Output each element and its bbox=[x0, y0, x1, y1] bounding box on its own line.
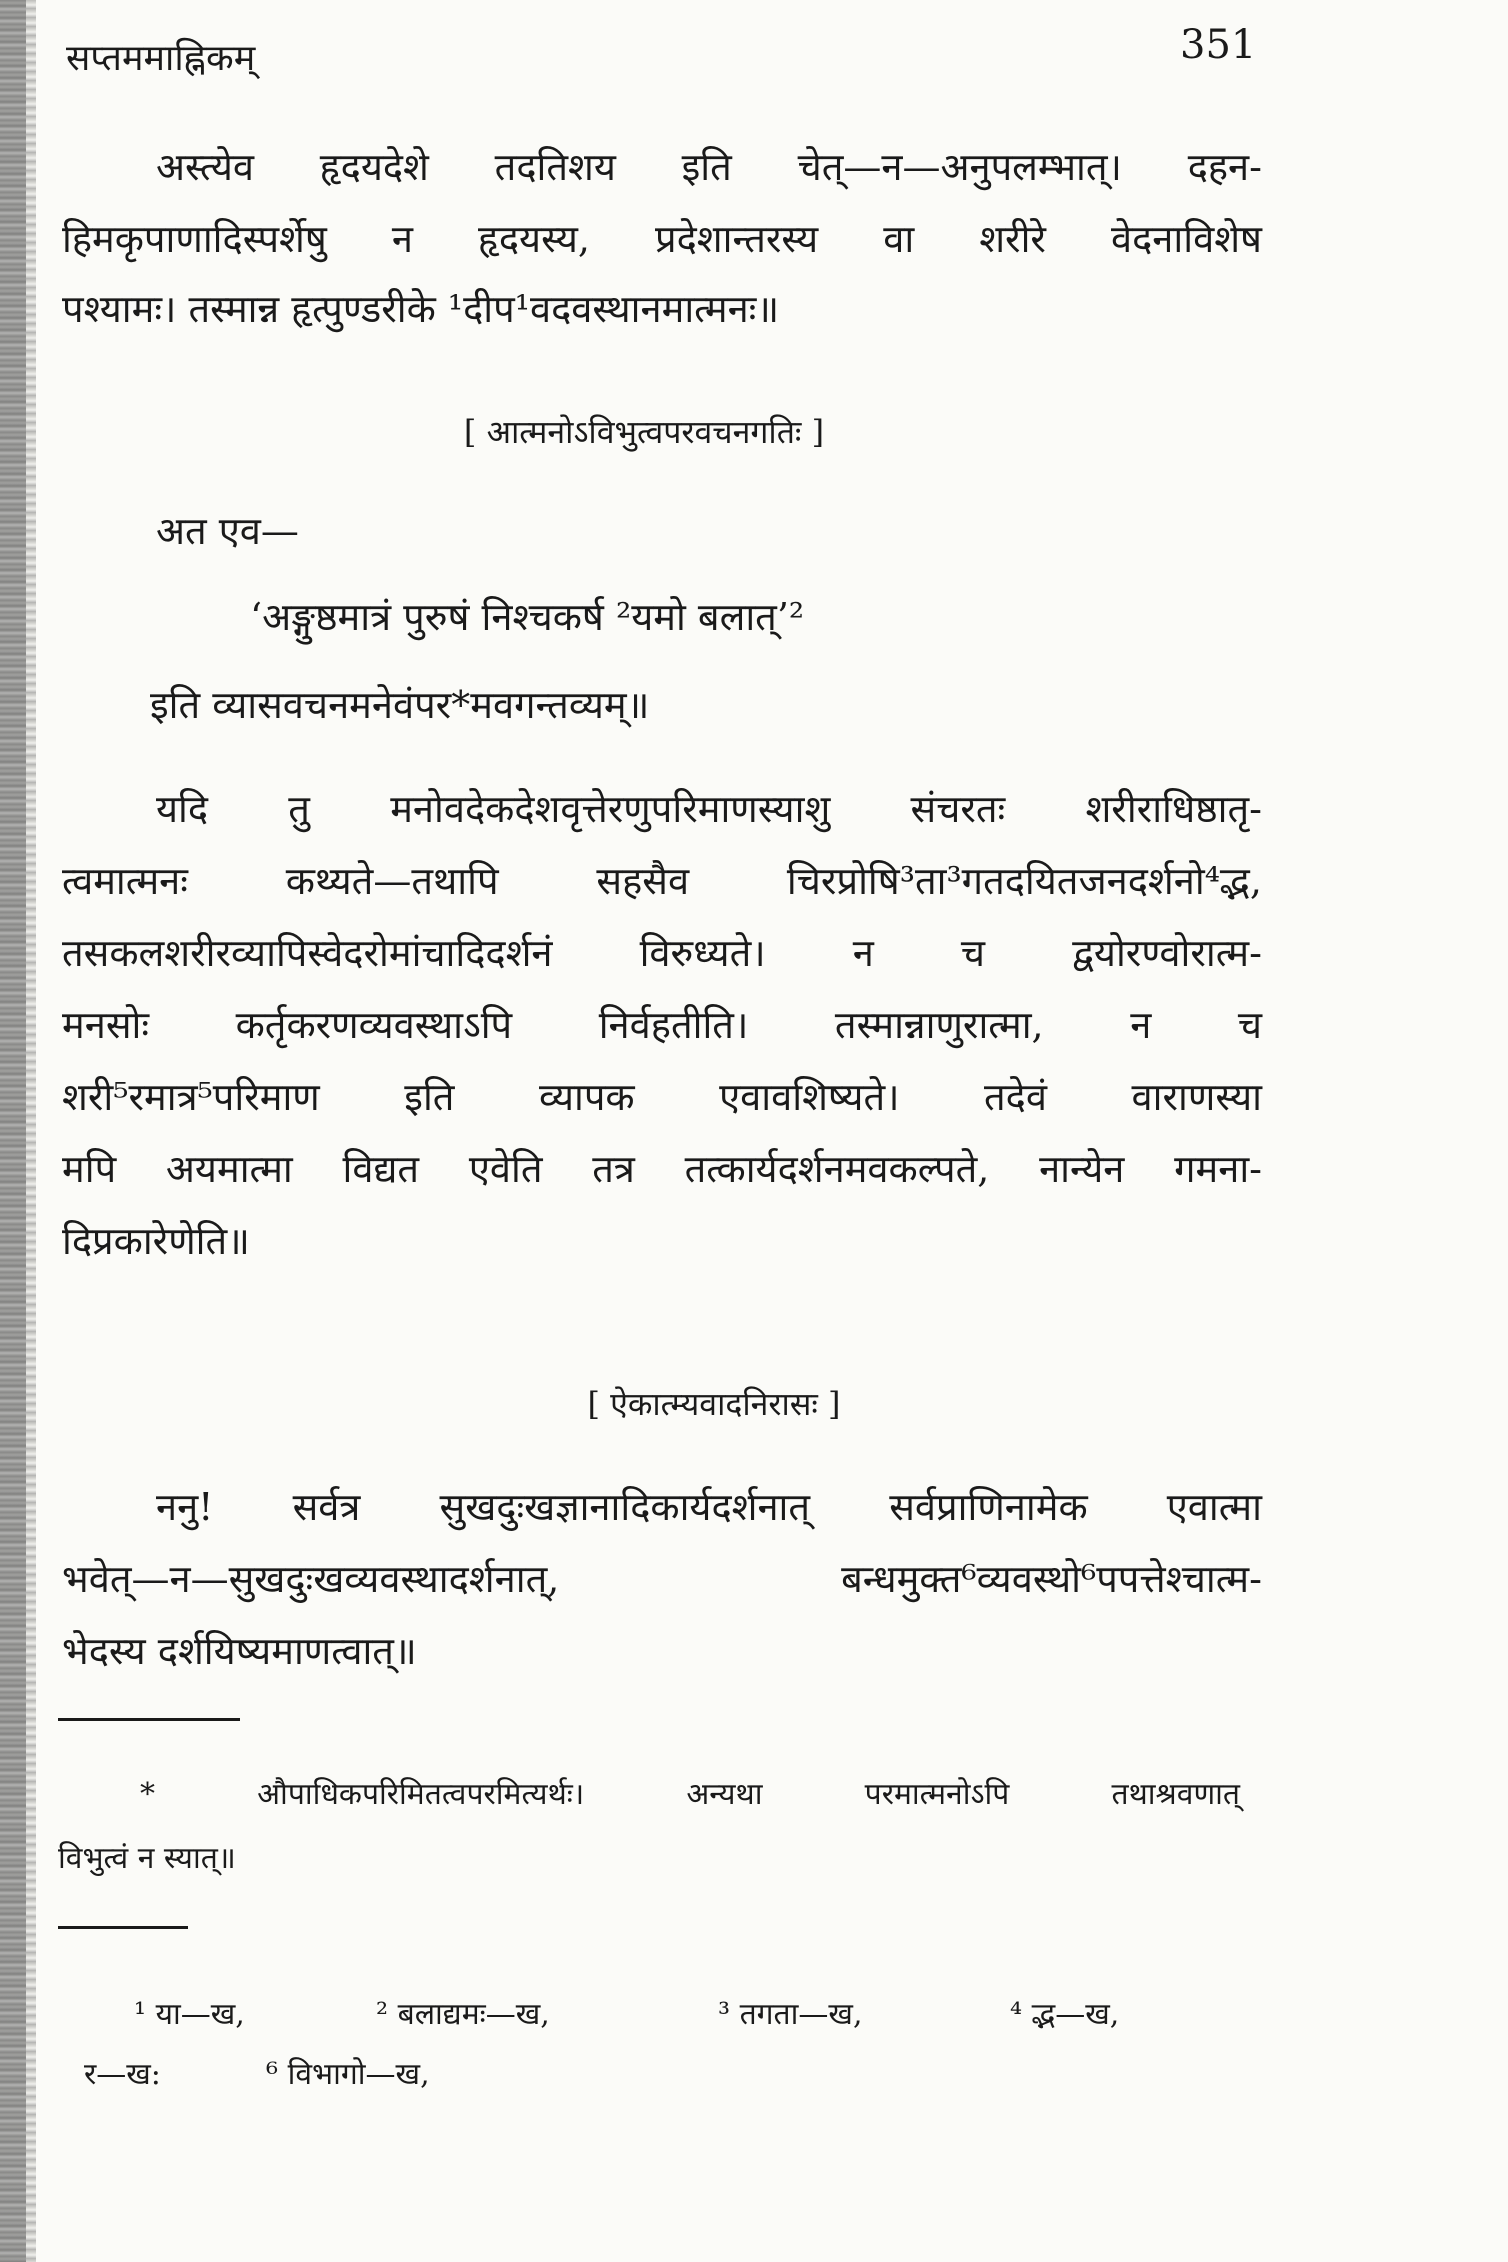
para2-line-4: मनसोः कर्तृकरणव्यवस्थाऽपि निर्वहतीति। तस्मान्नाणुरात्मा, न च bbox=[62, 1003, 1262, 1047]
variant-3: ³ तगता—ख, bbox=[718, 1997, 863, 2032]
page-number: 351 bbox=[1180, 22, 1257, 68]
variant-1: ¹ या—ख, bbox=[134, 1997, 245, 2032]
scan-edge-texture bbox=[26, 0, 36, 2262]
variant-5: र—ख: bbox=[84, 2057, 161, 2092]
footnote-rule-2 bbox=[58, 1926, 188, 1929]
para2-line-5: शरी⁵रमात्र⁵परिमाण इति व्यापक एवावशिष्यते। तदेवं वाराणस्या bbox=[62, 1075, 1262, 1119]
variant-4: ⁴ द्भ—ख, bbox=[1010, 1997, 1120, 2032]
iti-line: इति व्यासवचनमनेवंपर*मवगन्तव्यम्॥ bbox=[150, 683, 650, 727]
ata-eva-line: अत एव— bbox=[156, 509, 299, 553]
para3-line-1: ननु! सर्वत्र सुखदुःखज्ञानादिकार्यदर्शनात् सर्वप्राणिनामेक एवात्मा bbox=[156, 1485, 1262, 1529]
variant-6: ⁶ विभागो—ख, bbox=[266, 2057, 430, 2092]
para2-line-3: तसकलशरीरव्यापिस्वेदरोमांचादिदर्शनं विरुध्यते। न च द्वयोरण्वोरात्म- bbox=[62, 931, 1262, 975]
scan-edge-shadow bbox=[0, 0, 26, 2262]
footnote-star-line-1: * औपाधिकपरिमितत्वपरमित्यर्थः। अन्यथा परमात्मनोऽपि तथाश्रवणात् bbox=[140, 1777, 1240, 1812]
para2-line-6: मपि अयमात्मा विद्यत एवेति तत्र तत्कार्यदर्शनमवकल्पते, नान्येन गमना- bbox=[62, 1147, 1262, 1191]
para3-line-2: भवेत्—न—सुखदुःखव्यवस्थादर्शनात्, बन्धमुक्त⁶व्यवस्थो⁶पपत्तेश्चात्म- bbox=[62, 1557, 1262, 1601]
section-heading-1: [ आत्मनोऽविभुत्वपरवचनगतिः ] bbox=[463, 413, 825, 451]
para1-line-3: पश्यामः। तस्मान्न हृत्पुण्डरीके ¹दीप¹वदवस्थानमात्मनः॥ bbox=[62, 287, 780, 331]
para1-line-1: अस्त्येव हृदयदेशे तदतिशय इति चेत्—न—अनुपलम्भात्। दहन- bbox=[156, 145, 1262, 189]
footnote-star-line-2: विभुत्वं न स्यात्॥ bbox=[58, 1841, 236, 1876]
quote-line: ‘अङ्गुष्ठमात्रं पुरुषं निश्चकर्ष ²यमो बलात्’² bbox=[250, 595, 805, 639]
para2-line-2: त्वमात्मनः कथ्यते—तथापि सहसैव चिरप्रोषि³ता³गतदयितजनदर्शनो⁴द्भ, bbox=[62, 859, 1262, 903]
section-heading-2: [ ऐकात्म्यवादनिरासः ] bbox=[587, 1385, 841, 1423]
para1-line-2: हिमकृपाणादिस्पर्शेषु न हृदयस्य, प्रदेशान्तरस्य वा शरीरे वेदनाविशेष bbox=[62, 217, 1262, 261]
running-header: सप्तममाह्निकम् bbox=[66, 38, 256, 79]
para3-line-3: भेदस्य दर्शयिष्यमाणत्वात्॥ bbox=[62, 1629, 417, 1673]
footnote-rule-1 bbox=[58, 1718, 240, 1721]
para2-line-1: यदि तु मनोवदेकदेशवृत्तेरणुपरिमाणस्याशु संचरतः शरीराधिष्ठातृ- bbox=[156, 787, 1262, 831]
para2-line-7: दिप्रकारेणेति॥ bbox=[62, 1219, 250, 1263]
variant-2: ² बलाद्यमः—ख, bbox=[376, 1997, 550, 2032]
